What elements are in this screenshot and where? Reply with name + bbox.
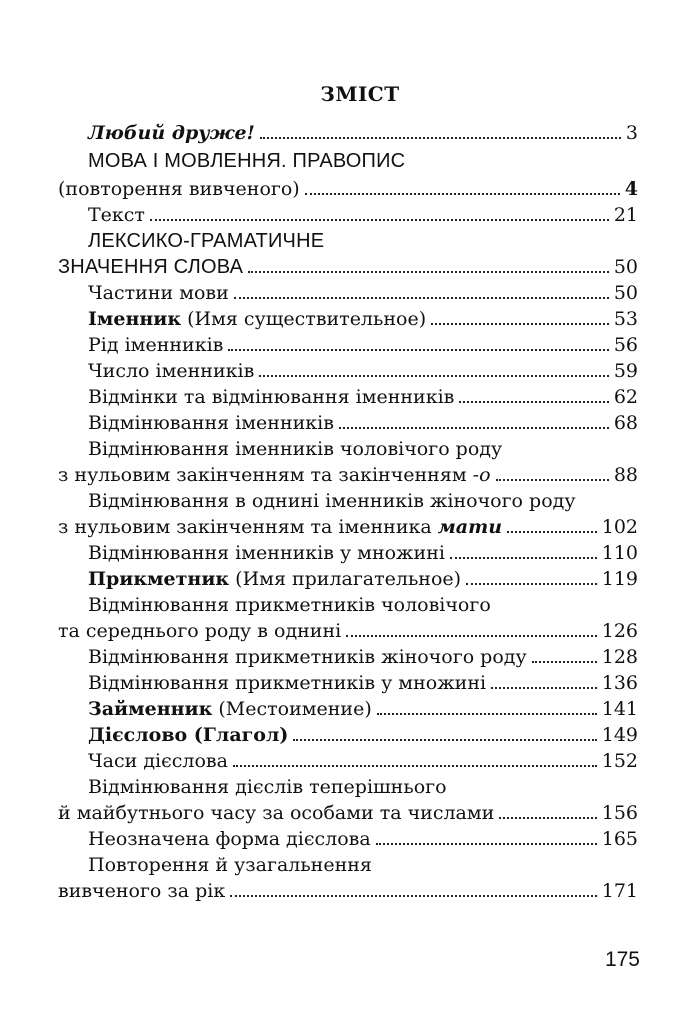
toc-entry-label: Текст — [88, 204, 145, 226]
toc-entry[interactable] — [58, 876, 638, 902]
toc-entry-label: Відмінювання прикметників у множині — [88, 672, 487, 694]
dot-leader — [431, 323, 609, 325]
dot-leader — [248, 271, 609, 273]
toc-page-number: 149 — [601, 724, 638, 746]
dot-leader — [339, 427, 609, 429]
toc-entry-first-line — [88, 434, 638, 460]
dot-leader — [230, 895, 596, 897]
dot-leader — [234, 297, 609, 299]
toc-entry[interactable] — [88, 668, 638, 694]
toc-entry-first-line — [88, 850, 638, 876]
toc-entry[interactable] — [58, 252, 638, 278]
toc-entry-label: Повторення й узагальнення — [88, 854, 372, 876]
toc-page-number: 88 — [613, 464, 638, 486]
toc-entry-label: Число іменників — [88, 360, 255, 382]
toc-entry-label: ЗНАЧЕННЯ СЛОВА — [58, 256, 244, 278]
toc-entry-label — [88, 698, 372, 720]
dot-leader — [346, 635, 597, 637]
toc-entry-rest: (Имя прилагательное) — [229, 568, 462, 590]
toc-entry-first-line — [88, 486, 638, 512]
toc-entry-bold-italic: мати — [437, 516, 503, 538]
dot-leader — [150, 219, 609, 221]
toc-page-number: 110 — [601, 542, 638, 564]
toc-page-number: 50 — [613, 256, 638, 278]
toc-page-number: 128 — [601, 646, 638, 668]
toc-entry[interactable] — [88, 356, 638, 382]
toc-page-number: 165 — [601, 828, 638, 850]
toc-page-number: 62 — [613, 386, 638, 408]
toc-entry-label: вивченого за рік — [58, 880, 226, 902]
dot-leader — [532, 661, 597, 663]
toc-entry-label: Відмінювання прикметників чоловічого — [88, 594, 491, 616]
toc-page-number: 126 — [601, 620, 638, 642]
toc-entry[interactable] — [58, 460, 638, 486]
toc-entry[interactable] — [88, 694, 638, 720]
toc-entry[interactable] — [58, 512, 638, 538]
toc-entry-label — [88, 568, 461, 590]
toc-entry[interactable] — [58, 616, 638, 642]
toc-entry[interactable] — [88, 564, 638, 590]
toc-page-number: 59 — [613, 360, 638, 382]
toc-entry-label: Відмінювання іменників чоловічого роду — [88, 438, 503, 460]
toc-page-number: 141 — [601, 698, 638, 720]
toc-entry-label: (повторення вивченого) — [58, 178, 300, 200]
dot-leader — [260, 137, 621, 139]
toc-entry-label: Любий друже! — [88, 122, 255, 144]
toc-entry-label: Неозначена форма дієслова — [88, 828, 371, 850]
toc-entry[interactable] — [88, 746, 638, 772]
toc-entry[interactable] — [88, 720, 638, 746]
toc-entry[interactable] — [88, 382, 638, 408]
dot-leader — [259, 375, 609, 377]
dot-leader — [233, 765, 597, 767]
toc-entry-label — [58, 516, 502, 538]
page-number: 175 — [604, 948, 640, 971]
toc-entry[interactable] — [88, 642, 638, 668]
dot-leader — [459, 401, 608, 403]
toc-page-number: 21 — [613, 204, 638, 226]
dot-leader — [377, 713, 597, 715]
toc-entry-rest: (Местоимение) — [212, 698, 372, 720]
toc-entry-label: Відмінювання дієслів теперішнього — [88, 776, 447, 798]
dot-leader — [293, 739, 596, 741]
dot-leader — [228, 349, 608, 351]
toc-entry-main: з нульовим закінченням та іменника — [58, 516, 438, 538]
toc-entry-main: з нульовим закінченням та закінченням — [58, 464, 473, 486]
toc-page-number: 50 — [613, 282, 638, 304]
toc-entry-label: Рід іменників — [88, 334, 224, 356]
toc-entry-label: ЛЕКСИКО-ГРАМАТИЧНЕ — [88, 230, 325, 252]
toc-entry[interactable] — [88, 278, 638, 304]
toc-page-number: 68 — [613, 412, 638, 434]
page-title: ЗМІСТ — [320, 82, 400, 106]
toc-page-number: 156 — [601, 802, 638, 824]
toc-page-number: 53 — [613, 308, 638, 330]
toc-entry-label: Відмінювання іменників у множині — [88, 542, 445, 564]
dot-leader — [491, 687, 597, 689]
toc-page-number: 56 — [613, 334, 638, 356]
toc-entry[interactable] — [58, 798, 638, 824]
toc-entry[interactable] — [88, 118, 638, 144]
dot-leader — [507, 531, 597, 533]
toc-entry-label: Відмінювання в однині іменників жіночого роду — [88, 490, 576, 512]
toc-entry-italic: -о — [472, 464, 491, 486]
toc-page-number: 136 — [601, 672, 638, 694]
toc-page-number: 171 — [601, 880, 638, 902]
dot-leader — [450, 557, 597, 559]
toc-entry-bold: Іменник — [88, 308, 182, 330]
toc-entry-label: Частини мови — [88, 282, 229, 304]
toc-entry[interactable] — [88, 408, 638, 434]
toc-entry-label: МОВА І МОВЛЕННЯ. ПРАВОПИС — [88, 150, 406, 172]
dot-leader — [499, 817, 596, 819]
toc-entry-label: й майбутнього часу за особами та числами — [58, 802, 495, 824]
toc-entry-label: Відмінювання прикметників жіночого роду — [88, 646, 527, 668]
toc-entry-bold: Займенник — [88, 698, 213, 720]
toc-entry-label: та середнього роду в однині — [58, 620, 342, 642]
toc-entry[interactable] — [88, 330, 638, 356]
toc-entry[interactable] — [88, 538, 638, 564]
toc-entry-label: Відмінювання іменників — [88, 412, 334, 434]
toc-entry-rest: (Имя существительное) — [181, 308, 427, 330]
toc-entry-first-line — [88, 772, 638, 798]
toc-entry-label — [88, 308, 426, 330]
dot-leader — [496, 479, 609, 481]
toc-entry[interactable] — [58, 174, 638, 200]
toc-section-heading — [88, 146, 638, 172]
toc-entry-label: Дієслово (Глагол) — [88, 724, 289, 746]
toc-section-heading — [88, 226, 638, 252]
toc-page-number: 4 — [624, 178, 638, 200]
dot-leader — [466, 583, 597, 585]
dot-leader — [305, 193, 620, 195]
toc-entry-label — [58, 464, 491, 486]
toc-entry-label: Відмінки та відмінювання іменників — [88, 386, 455, 408]
dot-leader — [376, 843, 597, 845]
toc-entry-first-line — [88, 590, 638, 616]
toc-page-number: 102 — [601, 516, 638, 538]
toc-entry[interactable] — [88, 200, 638, 226]
toc-entry[interactable] — [88, 824, 638, 850]
toc-entry-label: Часи дієслова — [88, 750, 228, 772]
toc-entry[interactable] — [88, 304, 638, 330]
toc-page-number: 119 — [601, 568, 638, 590]
toc-entry-bold: Прикметник — [88, 568, 230, 590]
toc-page-number: 3 — [625, 122, 638, 144]
toc-page-number: 152 — [601, 750, 638, 772]
